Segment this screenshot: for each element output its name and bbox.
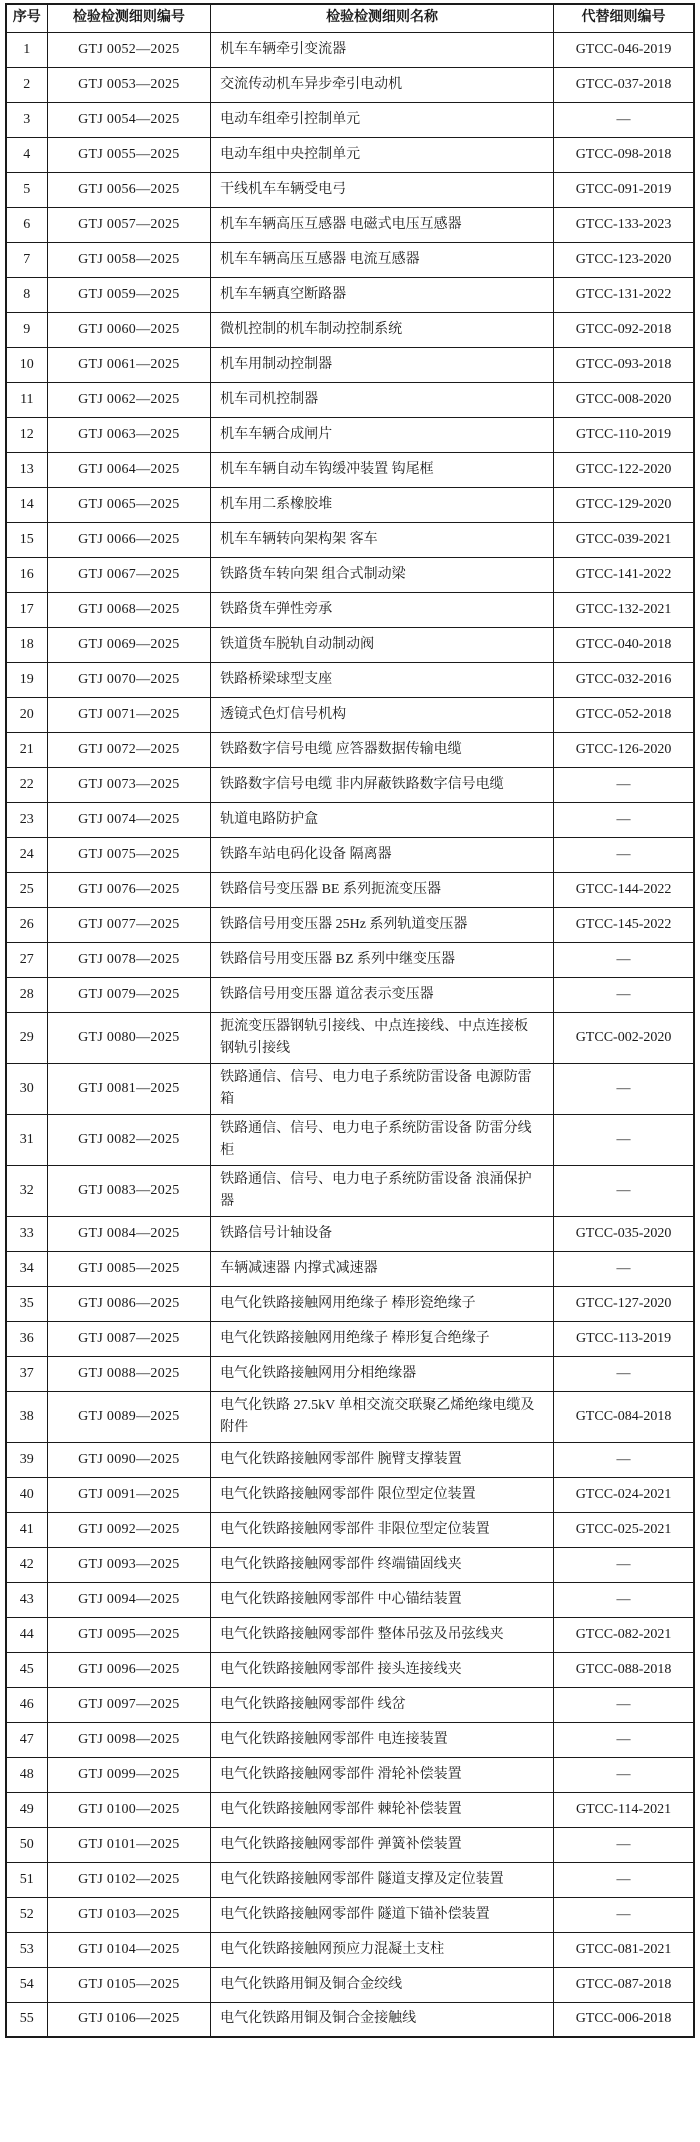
- replaced-code-cell: GTCC-002-2020: [554, 1012, 694, 1063]
- row-number-cell: 8: [6, 277, 47, 312]
- rule-name-cell: 机车车辆高压互感器 电流互感器: [211, 242, 554, 277]
- row-number-cell: 2: [6, 67, 47, 102]
- rule-name-cell: 电气化铁路用铜及铜合金接触线: [211, 2002, 554, 2037]
- table-row: [6, 1967, 694, 2002]
- rule-code-cell: GTJ 0101—2025: [47, 1827, 210, 1862]
- table-row: [6, 627, 694, 662]
- replaced-code-cell: —: [554, 942, 694, 977]
- row-number-cell: 11: [6, 382, 47, 417]
- replaced-code-cell: GTCC-008-2020: [554, 382, 694, 417]
- rule-code-cell: GTJ 0060—2025: [47, 312, 210, 347]
- replaced-code-cell: —: [554, 1862, 694, 1897]
- replaced-code-cell: —: [554, 1582, 694, 1617]
- rule-code-cell: GTJ 0062—2025: [47, 382, 210, 417]
- row-number-cell: 38: [6, 1391, 47, 1442]
- row-number-cell: 5: [6, 172, 47, 207]
- replaced-code-cell: —: [554, 837, 694, 872]
- rule-code-cell: GTJ 0097—2025: [47, 1687, 210, 1722]
- replaced-code-cell: —: [554, 102, 694, 137]
- replaced-code-cell: GTCC-082-2021: [554, 1617, 694, 1652]
- rule-code-cell: GTJ 0082—2025: [47, 1114, 210, 1165]
- rule-code-cell: GTJ 0089—2025: [47, 1391, 210, 1442]
- rule-code-cell: GTJ 0078—2025: [47, 942, 210, 977]
- table-row: [6, 767, 694, 802]
- rule-code-cell: GTJ 0058—2025: [47, 242, 210, 277]
- row-number-cell: 13: [6, 452, 47, 487]
- rule-name-cell: 铁路信号计轴设备: [211, 1216, 554, 1251]
- rule-code-cell: GTJ 0070—2025: [47, 662, 210, 697]
- rule-code-cell: GTJ 0072—2025: [47, 732, 210, 767]
- table-row: [6, 907, 694, 942]
- rule-name-cell: 电气化铁路接触网用绝缘子 棒形瓷绝缘子: [211, 1286, 554, 1321]
- table-row: [6, 277, 694, 312]
- replaced-code-cell: —: [554, 1251, 694, 1286]
- table-row: [6, 522, 694, 557]
- table-row: [6, 1477, 694, 1512]
- rule-code-cell: GTJ 0074—2025: [47, 802, 210, 837]
- rule-code-cell: GTJ 0071—2025: [47, 697, 210, 732]
- replaced-code-cell: GTCC-126-2020: [554, 732, 694, 767]
- rule-code-cell: GTJ 0057—2025: [47, 207, 210, 242]
- table-row: [6, 417, 694, 452]
- rule-name-cell: 轨道电路防护盒: [211, 802, 554, 837]
- row-number-cell: 23: [6, 802, 47, 837]
- rule-code-cell: GTJ 0064—2025: [47, 452, 210, 487]
- table-row: [6, 1391, 694, 1442]
- replaced-code-cell: GTCC-035-2020: [554, 1216, 694, 1251]
- rule-code-cell: GTJ 0094—2025: [47, 1582, 210, 1617]
- rule-name-cell: 铁道货车脱轨自动制动阀: [211, 627, 554, 662]
- row-number-cell: 15: [6, 522, 47, 557]
- rule-name-cell: 机车车辆转向架构架 客车: [211, 522, 554, 557]
- rule-code-cell: GTJ 0092—2025: [47, 1512, 210, 1547]
- table-row: [6, 2002, 694, 2037]
- rule-name-cell: 机车用二系橡胶堆: [211, 487, 554, 522]
- table-row: [6, 347, 694, 382]
- replaced-code-cell: GTCC-092-2018: [554, 312, 694, 347]
- rule-code-cell: GTJ 0098—2025: [47, 1722, 210, 1757]
- rule-code-cell: GTJ 0091—2025: [47, 1477, 210, 1512]
- replaced-code-cell: GTCC-006-2018: [554, 2002, 694, 2037]
- table-row: [6, 732, 694, 767]
- rule-name-cell: 电气化铁路接触网零部件 非限位型定位装置: [211, 1512, 554, 1547]
- row-number-cell: 51: [6, 1862, 47, 1897]
- rule-name-cell: 机车车辆自动车钩缓冲装置 钩尾框: [211, 452, 554, 487]
- header-row: [6, 4, 694, 32]
- row-number-cell: 31: [6, 1114, 47, 1165]
- rule-name-cell: 交流传动机车异步牵引电动机: [211, 67, 554, 102]
- replaced-code-cell: GTCC-145-2022: [554, 907, 694, 942]
- rule-name-cell: 铁路信号变压器 BE 系列扼流变压器: [211, 872, 554, 907]
- replaced-code-cell: GTCC-040-2018: [554, 627, 694, 662]
- rule-code-cell: GTJ 0073—2025: [47, 767, 210, 802]
- replaced-code-cell: GTCC-032-2016: [554, 662, 694, 697]
- row-number-cell: 26: [6, 907, 47, 942]
- replaced-code-cell: GTCC-123-2020: [554, 242, 694, 277]
- replaced-code-cell: —: [554, 1442, 694, 1477]
- rule-name-cell: 铁路通信、信号、电力电子系统防雷设备 电源防雷箱: [211, 1063, 554, 1114]
- rule-name-cell: 电气化铁路接触网预应力混凝土支柱: [211, 1932, 554, 1967]
- row-number-cell: 25: [6, 872, 47, 907]
- row-number-cell: 46: [6, 1687, 47, 1722]
- rule-code-cell: GTJ 0084—2025: [47, 1216, 210, 1251]
- table-row: [6, 1722, 694, 1757]
- rule-name-cell: 电气化铁路接触网用绝缘子 棒形复合绝缘子: [211, 1321, 554, 1356]
- table-row: [6, 1251, 694, 1286]
- rule-name-cell: 电气化铁路接触网零部件 整体吊弦及吊弦线夹: [211, 1617, 554, 1652]
- row-number-cell: 35: [6, 1286, 47, 1321]
- row-number-cell: 40: [6, 1477, 47, 1512]
- rule-code-cell: GTJ 0059—2025: [47, 277, 210, 312]
- rule-code-cell: GTJ 0099—2025: [47, 1757, 210, 1792]
- table-row: [6, 1792, 694, 1827]
- row-number-cell: 45: [6, 1652, 47, 1687]
- replaced-code-cell: GTCC-039-2021: [554, 522, 694, 557]
- row-number-cell: 49: [6, 1792, 47, 1827]
- rule-code-cell: GTJ 0067—2025: [47, 557, 210, 592]
- rule-code-cell: GTJ 0104—2025: [47, 1932, 210, 1967]
- replaced-code-cell: GTCC-052-2018: [554, 697, 694, 732]
- inspection-rules-table: [5, 3, 695, 2038]
- rule-name-cell: 机车车辆真空断路器: [211, 277, 554, 312]
- row-number-cell: 14: [6, 487, 47, 522]
- rule-code-cell: GTJ 0083—2025: [47, 1165, 210, 1216]
- row-number-cell: 39: [6, 1442, 47, 1477]
- table-row: [6, 137, 694, 172]
- rule-code-cell: GTJ 0056—2025: [47, 172, 210, 207]
- table-row: [6, 1114, 694, 1165]
- table-row: [6, 557, 694, 592]
- replaced-code-cell: GTCC-144-2022: [554, 872, 694, 907]
- rule-code-cell: GTJ 0054—2025: [47, 102, 210, 137]
- row-number-cell: 27: [6, 942, 47, 977]
- table-row: [6, 1547, 694, 1582]
- rule-name-cell: 电动车组牵引控制单元: [211, 102, 554, 137]
- row-number-cell: 52: [6, 1897, 47, 1932]
- rule-code-cell: GTJ 0102—2025: [47, 1862, 210, 1897]
- row-number-cell: 53: [6, 1932, 47, 1967]
- rule-name-cell: 电气化铁路接触网零部件 滑轮补偿装置: [211, 1757, 554, 1792]
- replaced-code-cell: —: [554, 1356, 694, 1391]
- table-row: [6, 1932, 694, 1967]
- rule-code-cell: GTJ 0076—2025: [47, 872, 210, 907]
- rule-code-cell: GTJ 0090—2025: [47, 1442, 210, 1477]
- table-row: [6, 67, 694, 102]
- replaced-code-cell: GTCC-132-2021: [554, 592, 694, 627]
- rule-code-cell: GTJ 0087—2025: [47, 1321, 210, 1356]
- table-row: [6, 32, 694, 67]
- table-row: [6, 1063, 694, 1114]
- replaced-code-cell: GTCC-114-2021: [554, 1792, 694, 1827]
- table-row: [6, 1862, 694, 1897]
- replaced-code-cell: GTCC-024-2021: [554, 1477, 694, 1512]
- replaced-code-cell: —: [554, 1114, 694, 1165]
- rule-name-cell: 电气化铁路接触网零部件 隧道支撑及定位装置: [211, 1862, 554, 1897]
- table-row: [6, 1582, 694, 1617]
- table-row: [6, 1442, 694, 1477]
- rule-name-cell: 扼流变压器钢轨引接线、中点连接线、中点连接板 钢轨引接线: [211, 1012, 554, 1063]
- replaced-code-cell: GTCC-110-2019: [554, 417, 694, 452]
- rule-code-cell: GTJ 0068—2025: [47, 592, 210, 627]
- rule-name-cell: 电气化铁路接触网零部件 接头连接线夹: [211, 1652, 554, 1687]
- replaced-code-cell: GTCC-046-2019: [554, 32, 694, 67]
- rule-code-cell: GTJ 0105—2025: [47, 1967, 210, 2002]
- replaced-code-cell: GTCC-087-2018: [554, 1967, 694, 2002]
- table-row: [6, 1757, 694, 1792]
- table-row: [6, 977, 694, 1012]
- rule-name-cell: 电气化铁路接触网零部件 终端锚固线夹: [211, 1547, 554, 1582]
- replaced-code-cell: GTCC-131-2022: [554, 277, 694, 312]
- row-number-cell: 3: [6, 102, 47, 137]
- row-number-cell: 9: [6, 312, 47, 347]
- rule-name-cell: 电气化铁路用铜及铜合金绞线: [211, 1967, 554, 2002]
- rule-code-cell: GTJ 0093—2025: [47, 1547, 210, 1582]
- replaced-code-cell: GTCC-093-2018: [554, 347, 694, 382]
- rule-name-cell: 铁路货车转向架 组合式制动梁: [211, 557, 554, 592]
- table-row: [6, 1897, 694, 1932]
- row-number-cell: 16: [6, 557, 47, 592]
- row-number-cell: 37: [6, 1356, 47, 1391]
- row-number-cell: 19: [6, 662, 47, 697]
- replaced-code-cell: —: [554, 977, 694, 1012]
- row-number-cell: 21: [6, 732, 47, 767]
- row-number-cell: 7: [6, 242, 47, 277]
- header-rule-code: 检验检测细则编号: [47, 4, 210, 32]
- rule-name-cell: 干线机车车辆受电弓: [211, 172, 554, 207]
- replaced-code-cell: GTCC-088-2018: [554, 1652, 694, 1687]
- rule-name-cell: 电气化铁路接触网零部件 限位型定位装置: [211, 1477, 554, 1512]
- row-number-cell: 34: [6, 1251, 47, 1286]
- replaced-code-cell: GTCC-113-2019: [554, 1321, 694, 1356]
- table-row: [6, 1617, 694, 1652]
- rule-name-cell: 铁路通信、信号、电力电子系统防雷设备 浪涌保护器: [211, 1165, 554, 1216]
- row-number-cell: 28: [6, 977, 47, 1012]
- row-number-cell: 54: [6, 1967, 47, 2002]
- table-row: [6, 697, 694, 732]
- replaced-code-cell: —: [554, 1897, 694, 1932]
- row-number-cell: 42: [6, 1547, 47, 1582]
- rule-name-cell: 铁路通信、信号、电力电子系统防雷设备 防雷分线柜: [211, 1114, 554, 1165]
- row-number-cell: 55: [6, 2002, 47, 2037]
- row-number-cell: 1: [6, 32, 47, 67]
- table-row: [6, 1652, 694, 1687]
- row-number-cell: 48: [6, 1757, 47, 1792]
- table-row: [6, 942, 694, 977]
- rule-code-cell: GTJ 0080—2025: [47, 1012, 210, 1063]
- rule-name-cell: 机车用制动控制器: [211, 347, 554, 382]
- rule-code-cell: GTJ 0052—2025: [47, 32, 210, 67]
- rules-table-body: [6, 32, 694, 2037]
- rule-code-cell: GTJ 0103—2025: [47, 1897, 210, 1932]
- replaced-code-cell: GTCC-098-2018: [554, 137, 694, 172]
- header-replaced-code: 代替细则编号: [554, 4, 694, 32]
- rule-name-cell: 机车车辆合成闸片: [211, 417, 554, 452]
- rule-code-cell: GTJ 0106—2025: [47, 2002, 210, 2037]
- replaced-code-cell: GTCC-127-2020: [554, 1286, 694, 1321]
- rule-code-cell: GTJ 0086—2025: [47, 1286, 210, 1321]
- rule-name-cell: 电气化铁路 27.5kV 单相交流交联聚乙烯绝缘电缆及附件: [211, 1391, 554, 1442]
- row-number-cell: 43: [6, 1582, 47, 1617]
- rule-code-cell: GTJ 0100—2025: [47, 1792, 210, 1827]
- table-row: [6, 1827, 694, 1862]
- row-number-cell: 12: [6, 417, 47, 452]
- table-row: [6, 312, 694, 347]
- rule-code-cell: GTJ 0065—2025: [47, 487, 210, 522]
- table-row: [6, 1012, 694, 1063]
- rule-code-cell: GTJ 0077—2025: [47, 907, 210, 942]
- rule-name-cell: 机车车辆高压互感器 电磁式电压互感器: [211, 207, 554, 242]
- rule-code-cell: GTJ 0055—2025: [47, 137, 210, 172]
- row-number-cell: 50: [6, 1827, 47, 1862]
- rule-code-cell: GTJ 0075—2025: [47, 837, 210, 872]
- row-number-cell: 22: [6, 767, 47, 802]
- rule-name-cell: 铁路信号用变压器 25Hz 系列轨道变压器: [211, 907, 554, 942]
- replaced-code-cell: GTCC-141-2022: [554, 557, 694, 592]
- rule-code-cell: GTJ 0053—2025: [47, 67, 210, 102]
- rule-name-cell: 铁路信号用变压器 BZ 系列中继变压器: [211, 942, 554, 977]
- rule-code-cell: GTJ 0088—2025: [47, 1356, 210, 1391]
- rule-code-cell: GTJ 0061—2025: [47, 347, 210, 382]
- rule-name-cell: 电气化铁路接触网用分相绝缘器: [211, 1356, 554, 1391]
- rule-name-cell: 电气化铁路接触网零部件 电连接装置: [211, 1722, 554, 1757]
- row-number-cell: 30: [6, 1063, 47, 1114]
- row-number-cell: 20: [6, 697, 47, 732]
- replaced-code-cell: —: [554, 1757, 694, 1792]
- header-row-number: 序号: [6, 4, 47, 32]
- table-row: [6, 242, 694, 277]
- rule-code-cell: GTJ 0063—2025: [47, 417, 210, 452]
- row-number-cell: 29: [6, 1012, 47, 1063]
- table-row: [6, 1687, 694, 1722]
- rule-name-cell: 铁路信号用变压器 道岔表示变压器: [211, 977, 554, 1012]
- replaced-code-cell: GTCC-133-2023: [554, 207, 694, 242]
- rule-name-cell: 机车车辆牵引变流器: [211, 32, 554, 67]
- replaced-code-cell: —: [554, 1165, 694, 1216]
- table-row: [6, 1216, 694, 1251]
- row-number-cell: 17: [6, 592, 47, 627]
- table-row: [6, 1165, 694, 1216]
- row-number-cell: 41: [6, 1512, 47, 1547]
- row-number-cell: 4: [6, 137, 47, 172]
- table-row: [6, 487, 694, 522]
- rule-name-cell: 铁路数字信号电缆 非内屏蔽铁路数字信号电缆: [211, 767, 554, 802]
- table-row: [6, 382, 694, 417]
- rule-code-cell: GTJ 0085—2025: [47, 1251, 210, 1286]
- replaced-code-cell: —: [554, 1687, 694, 1722]
- rule-name-cell: 铁路桥梁球型支座: [211, 662, 554, 697]
- row-number-cell: 47: [6, 1722, 47, 1757]
- replaced-code-cell: —: [554, 1063, 694, 1114]
- table-row: [6, 207, 694, 242]
- table-row: [6, 1286, 694, 1321]
- rule-name-cell: 铁路货车弹性旁承: [211, 592, 554, 627]
- row-number-cell: 6: [6, 207, 47, 242]
- rule-name-cell: 机车司机控制器: [211, 382, 554, 417]
- row-number-cell: 10: [6, 347, 47, 382]
- table-row: [6, 1356, 694, 1391]
- table-row: [6, 802, 694, 837]
- replaced-code-cell: —: [554, 767, 694, 802]
- row-number-cell: 36: [6, 1321, 47, 1356]
- rule-code-cell: GTJ 0079—2025: [47, 977, 210, 1012]
- rule-name-cell: 透镜式色灯信号机构: [211, 697, 554, 732]
- rule-name-cell: 电动车组中央控制单元: [211, 137, 554, 172]
- rule-name-cell: 电气化铁路接触网零部件 棘轮补偿装置: [211, 1792, 554, 1827]
- replaced-code-cell: GTCC-037-2018: [554, 67, 694, 102]
- replaced-code-cell: —: [554, 1722, 694, 1757]
- rule-name-cell: 电气化铁路接触网零部件 腕臂支撑装置: [211, 1442, 554, 1477]
- replaced-code-cell: —: [554, 802, 694, 837]
- table-row: [6, 1512, 694, 1547]
- table-row: [6, 452, 694, 487]
- rule-code-cell: GTJ 0066—2025: [47, 522, 210, 557]
- row-number-cell: 32: [6, 1165, 47, 1216]
- table-row: [6, 592, 694, 627]
- table-header: [6, 4, 694, 32]
- table-row: [6, 102, 694, 137]
- rule-name-cell: 电气化铁路接触网零部件 弹簧补偿装置: [211, 1827, 554, 1862]
- table-row: [6, 837, 694, 872]
- replaced-code-cell: —: [554, 1827, 694, 1862]
- row-number-cell: 44: [6, 1617, 47, 1652]
- replaced-code-cell: GTCC-025-2021: [554, 1512, 694, 1547]
- replaced-code-cell: GTCC-129-2020: [554, 487, 694, 522]
- rule-code-cell: GTJ 0069—2025: [47, 627, 210, 662]
- rule-name-cell: 电气化铁路接触网零部件 隧道下锚补偿装置: [211, 1897, 554, 1932]
- rule-name-cell: 铁路车站电码化设备 隔离器: [211, 837, 554, 872]
- replaced-code-cell: GTCC-122-2020: [554, 452, 694, 487]
- rule-name-cell: 铁路数字信号电缆 应答器数据传输电缆: [211, 732, 554, 767]
- rule-name-cell: 车辆减速器 内撑式减速器: [211, 1251, 554, 1286]
- table-row: [6, 872, 694, 907]
- rule-code-cell: GTJ 0096—2025: [47, 1652, 210, 1687]
- header-rule-name: 检验检测细则名称: [211, 4, 554, 32]
- row-number-cell: 24: [6, 837, 47, 872]
- row-number-cell: 33: [6, 1216, 47, 1251]
- replaced-code-cell: GTCC-091-2019: [554, 172, 694, 207]
- row-number-cell: 18: [6, 627, 47, 662]
- table-row: [6, 662, 694, 697]
- replaced-code-cell: GTCC-084-2018: [554, 1391, 694, 1442]
- rule-name-cell: 微机控制的机车制动控制系统: [211, 312, 554, 347]
- replaced-code-cell: GTCC-081-2021: [554, 1932, 694, 1967]
- rule-code-cell: GTJ 0095—2025: [47, 1617, 210, 1652]
- table-row: [6, 1321, 694, 1356]
- rule-name-cell: 电气化铁路接触网零部件 线岔: [211, 1687, 554, 1722]
- rule-name-cell: 电气化铁路接触网零部件 中心锚结装置: [211, 1582, 554, 1617]
- rule-code-cell: GTJ 0081—2025: [47, 1063, 210, 1114]
- replaced-code-cell: —: [554, 1547, 694, 1582]
- table-row: [6, 172, 694, 207]
